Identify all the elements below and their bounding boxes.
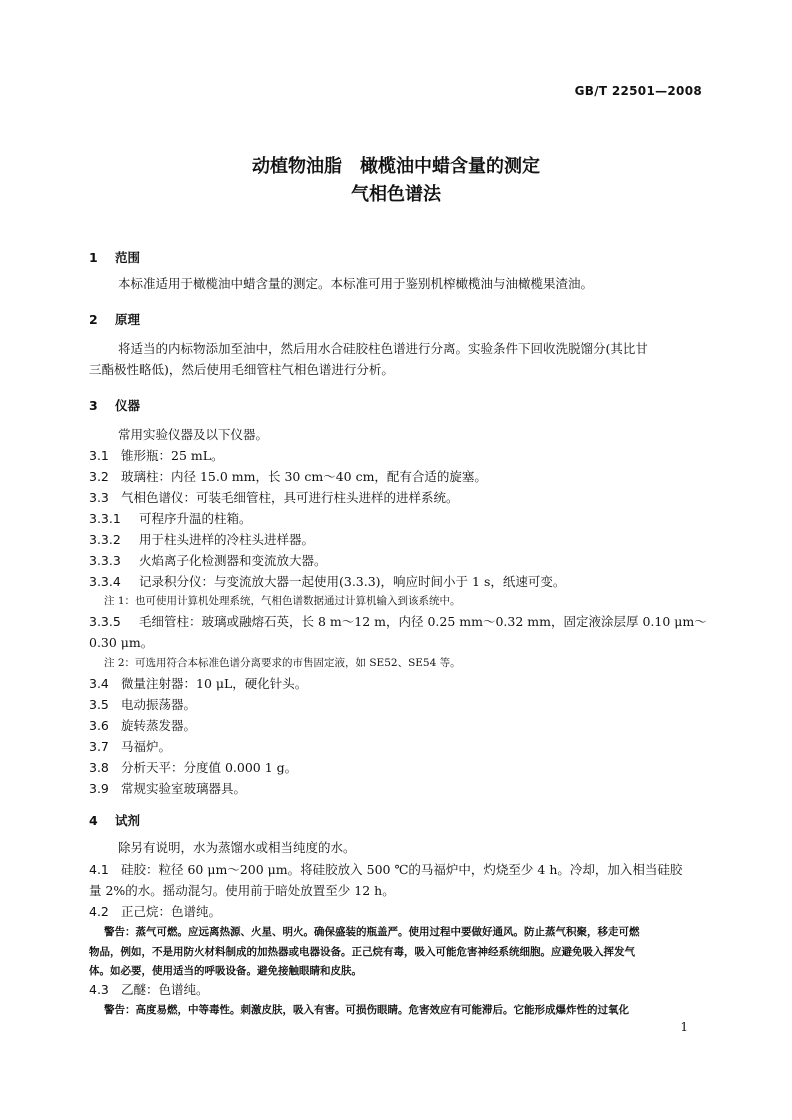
list-item: 3.3.1 可程序升温的柱箱。 xyxy=(89,511,252,526)
warning-line: 警告：蒸气可燃。应远离热源、火星、明火。确保盛装的瓶盖严。使用过程中要做好通风。防止蒸气积聚，移走可燃 xyxy=(104,926,640,938)
document-title: 动植物油脂 橄榄油中蜡含量的测定 xyxy=(252,156,540,177)
section-heading-scope xyxy=(89,248,140,266)
list-item: 3.1 锥形瓶：25 mL。 xyxy=(89,448,224,463)
warning-line: 体。如必要，使用适当的呼吸设备。避免接触眼睛和皮肤。 xyxy=(89,965,362,977)
list-item: 3.4 微量注射器：10 μL，硬化针头。 xyxy=(89,676,308,691)
note: 注 1：也可使用计算机处理系统，气相色谱数据通过计算机输入到该系统中。 xyxy=(104,595,461,607)
section-number: 4 xyxy=(89,813,98,828)
section-title: 试剂 xyxy=(115,813,141,828)
list-item: 3.8 分析天平：分度值 0.000 1 g。 xyxy=(89,760,298,775)
document-subtitle: 气相色谱法 xyxy=(351,184,441,205)
section-number: 2 xyxy=(89,312,98,327)
warning-line: 警告：高度易燃，中等毒性。刺激皮肤，吸入有害。可损伤眼睛。危害效应有可能滞后。它能形成爆炸性的过氧化 xyxy=(104,1004,629,1016)
section-heading-principle xyxy=(89,310,140,328)
list-item: 4.2 正己烷：色谱纯。 xyxy=(89,904,222,919)
note: 注 2：可选用符合本标准色谱分离要求的市售固定液，如 SE52、SE54 等。 xyxy=(104,657,461,669)
list-item: 3.7 马福炉。 xyxy=(89,739,172,754)
list-item-continuation: 0.30 μm。 xyxy=(89,635,154,650)
principle-paragraph-line: 将适当的内标物添加至油中，然后用水合硅胶柱色谱进行分离。实验条件下回收洗脱馏分(其比甘 xyxy=(118,341,648,356)
warning-line: 物品，例如，不是用防火材料制成的加热器或电器设备。正己烷有毒，吸入可能危害神经系统细胞。应避免吸入挥发气 xyxy=(89,946,635,958)
list-item: 3.3 气相色谱仪：可装毛细管柱，具可进行柱头进样的进样系统。 xyxy=(89,490,459,505)
section-number: 3 xyxy=(89,398,98,413)
reagents-intro: 除另有说明，水为蒸馏水或相当纯度的水。 xyxy=(118,840,356,855)
section-number: 1 xyxy=(89,250,98,265)
standard-code: GB/T 22501—2008 xyxy=(574,84,702,98)
scope-paragraph: 本标准适用于橄榄油中蜡含量的测定。本标准可用于鉴别机榨橄榄油与油橄榄果渣油。 xyxy=(118,276,594,291)
list-item: 4.1 硅胶：粒径 60 μm～200 μm。将硅胶放入 500 ℃的马福炉中，灼烧至少 4 h。冷却，加入相当硅胶 xyxy=(89,862,683,877)
section-title: 原理 xyxy=(115,312,141,327)
list-item: 3.3.3 火焰离子化检测器和变流放大器。 xyxy=(89,553,327,568)
list-item: 3.3.4 记录积分仪：与变流放大器一起使用(3.3.3)，响应时间小于 1 s，纸速可变。 xyxy=(89,574,566,589)
section-title: 仪器 xyxy=(115,398,141,413)
page-number: 1 xyxy=(680,1020,688,1034)
list-item: 3.3.5 毛细管柱：玻璃或融熔石英，长 8 m～12 m，内径 0.25 mm～0.32 mm，固定液涂层厚 0.10 μm～ xyxy=(89,614,707,629)
section-title: 范围 xyxy=(115,250,141,265)
list-item: 3.6 旋转蒸发器。 xyxy=(89,718,197,733)
list-item-continuation: 量 2%的水。摇动混匀。使用前于暗处放置至少 12 h。 xyxy=(89,883,395,898)
list-item: 3.9 常规实验室玻璃器具。 xyxy=(89,781,247,796)
section-heading-reagents xyxy=(89,811,140,829)
list-item: 3.2 玻璃柱：内径 15.0 mm，长 30 cm～40 cm，配有合适的旋塞。 xyxy=(89,469,487,484)
list-item: 3.3.2 用于柱头进样的冷柱头进样器。 xyxy=(89,532,315,547)
principle-paragraph-line: 三酯极性略低)，然后使用毛细管柱气相色谱进行分析。 xyxy=(89,362,394,377)
list-item: 3.5 电动振荡器。 xyxy=(89,697,197,712)
list-item: 4.3 乙醚：色谱纯。 xyxy=(89,982,209,997)
section-heading-apparatus xyxy=(89,396,140,414)
apparatus-intro: 常用实验仪器及以下仪器。 xyxy=(118,427,269,442)
